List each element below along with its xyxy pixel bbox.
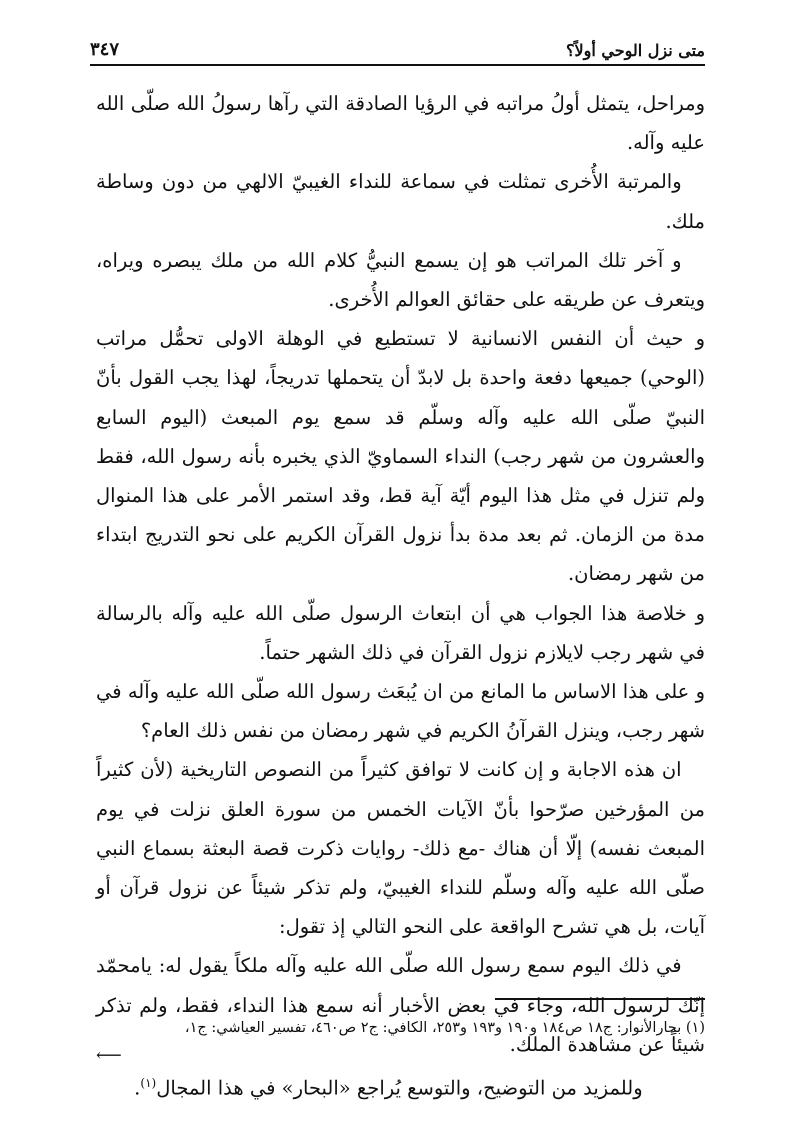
footnote-reference: (١) (140, 1076, 157, 1091)
body-text (96, 84, 705, 1108)
running-header (90, 30, 705, 66)
paragraph-7: ان هذه الاجابة و إن كانت لا توافق كثيراً من النصوص التاريخية (لأن كثيراً من المؤرخين صرّحوا بأنّ الآيات الخمس من سورة العلق نزلت في يوم المبعث نفسه) إلّا أن هناك -مع ذلك- روايات ذكرت قصة البعثة بسماع النبي صلّى الله عليه وآله وسلّم للنداء الغيبيّ، ولم تذكر شيئاً عن نزول قرآن أو آيات، بل هي تشرح الواقعة على النحو التالي إذ تقول: (96, 758, 705, 939)
paragraph-4: و حيث أن النفس الانسانية لا تستطيع في الوهلة الاولى تحمُّل مراتب (الوحي) جميعها دفعة واحدة بل لابدّ أن يتحملها تدريجاً، لهذا يجب القول بأنّ النبيّ صلّى الله عليه وآله وسلّم قد سمع يوم المبعث (اليوم السابع والعشرون من شهر رجب) النداء السماويّ الذي يخبره بأنه رسول الله، فقط ولم تنزل في مثل هذا اليوم أيّة آية قط، وقد استمر الأمر على هذا المنوال مدة من الزمان. ثم بعد مدة بدأ نزول القرآن الكريم على نحو التدريج ابتداء من شهر رمضان. (96, 327, 705, 586)
paragraph-3: و آخر تلك المراتب هو إن يسمع النبيُّ كلام الله من ملك يبصره ويراه، ويتعرف عن طريقه على حقائق العوالم الأُخرى. (96, 248, 705, 312)
chapter-title: متى نزل الوحي أولاً؟ (566, 41, 705, 60)
paragraph-1: ومراحل، يتمثل أولُ مراتبه في الرؤيا الصادقة التي رآها رسولُ الله صلّى الله عليه وآله. (96, 92, 705, 155)
paragraph-8: في ذلك اليوم سمع رسول الله صلّى الله عليه وآله ملكاً يقول له: يامحمّد إنّك لرسول الله، وجاء في بعض الأخبار أنه سمع هذا النداء، فقط، ولم تذكر شيئاً عن مشاهدة الملك. (96, 954, 705, 1056)
closing-paragraph (96, 1064, 705, 1108)
continuation-arrow-icon: ⟵ (96, 1045, 122, 1066)
paragraph-5: و خلاصة هذا الجواب هي أن ابتعاث الرسول صلّى الله عليه وآله بالرسالة في شهر رجب لايلازم نزول القرآن في ذلك الشهر حتماً. (96, 601, 705, 664)
page-number: ٣٤٧ (90, 39, 120, 60)
closing-period: . (134, 1076, 141, 1100)
closing-text: وللمزيد من التوضيح، والتوسع يُراجع «البحار» في هذا المجال (156, 1076, 643, 1100)
paragraph-6: و على هذا الاساس ما المانع من ان يُبعَث رسول الله صلّى الله عليه وآله في شهر رجب، وينزل القرآنُ الكريم في شهر رمضان من نفس ذلك العام؟ (96, 680, 705, 743)
footnote-separator (495, 998, 705, 1000)
paragraph-2: والمرتبة الأُخرى تمثلت في سماعة للنداء الغيبيّ الالهي من دون وساطة ملك. (96, 170, 705, 233)
footnote: (١) بحارالأنوار: ج١٨ ص١٨٤ و١٩٠ و١٩٣ و٢٥٣، الكافي: ج٢ ص٤٦٠، تفسير العياشي: ج١، (184, 1020, 705, 1036)
